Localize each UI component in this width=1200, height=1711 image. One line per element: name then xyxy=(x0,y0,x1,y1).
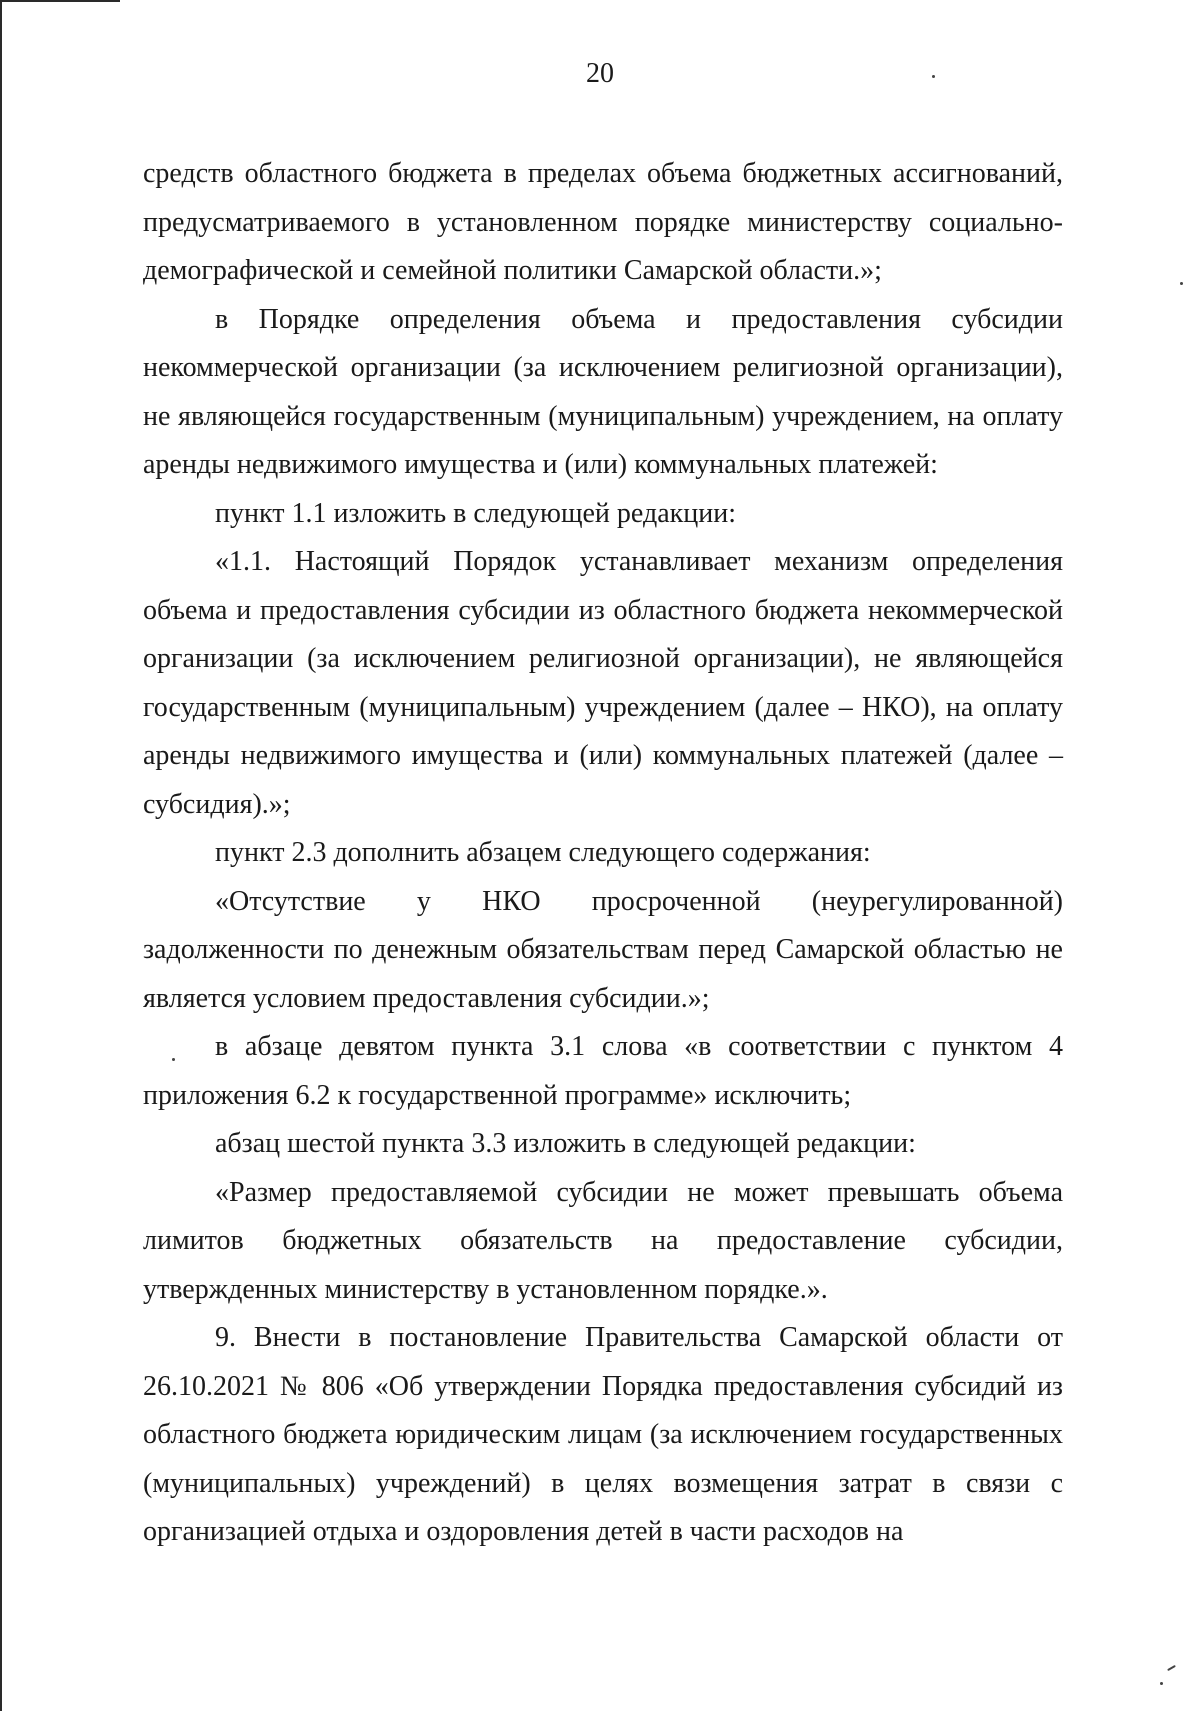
paragraph: «Отсутствие у НКО просроченной (неурегулированной) задолженности по денежным обязательствам перед Самарской областью не является условием предоставления субсидии.»; xyxy=(143,885,1063,1014)
paragraph: «Размер предоставляемой субсидии не может превышать объема лимитов бюджетных обязательств на предоставление субсидии, утвержденных министерству в установленном порядке.». xyxy=(143,1176,1063,1305)
paragraph: средств областного бюджета в пределах объема бюджетных ассигнований, предусматриваемого в установленном порядке министерству социально-демографической и семейной политики Самарской области.»; xyxy=(143,158,1063,286)
paragraph: пункт 1.1 изложить в следующей редакции: xyxy=(215,497,736,529)
scan-speck xyxy=(1180,282,1183,285)
paragraph: пункт 2.3 дополнить абзацем следующего содержания: xyxy=(215,837,871,868)
scan-speck xyxy=(932,75,935,78)
paragraph: «1.1. Настоящий Порядок устанавливает механизм определения объема и предоставления субсидии из областного бюджета некоммерческой организации (за исключением религиозной организации), не являющейся государственным (муниципальным) учреждением (далее – НКО), на оплату аренды недвижимого имущества и (или) коммунальных платежей (далее – субсидия).»; xyxy=(143,546,1063,820)
scan-speck xyxy=(172,1058,175,1061)
scan-left-edge xyxy=(0,0,2,1711)
scan-speck xyxy=(1167,1665,1176,1671)
paragraph: 9. Внести в постановление Правительства Самарской области от 26.10.2021 № 806 «Об утверждении Порядка предоставления субсидий из областного бюджета юридическим лицам (за исключением государственных (муниципальных) учреждений) в целях возмещения затрат в связи с организацией отдыха и оздоровления детей в части расходов на xyxy=(143,1322,1063,1547)
paragraph: абзац шестой пункта 3.3 изложить в следующей редакции: xyxy=(215,1128,916,1159)
page-number: 20 xyxy=(586,58,614,89)
document-body xyxy=(143,150,1063,1557)
scan-top-rule xyxy=(0,0,120,2)
scan-speck xyxy=(1160,1682,1163,1685)
paragraph: в абзаце девятом пункта 3.1 слова «в соответствии с пунктом 4 приложения 6.2 к государственной программе» исключить; xyxy=(143,1031,1063,1111)
paragraph: в Порядке определения объема и предоставления субсидии некоммерческой организации (за исключением религиозной организации), не являющейся государственным (муниципальным) учреждением, на оплату аренды недвижимого имущества и (или) коммунальных платежей: xyxy=(143,303,1063,480)
